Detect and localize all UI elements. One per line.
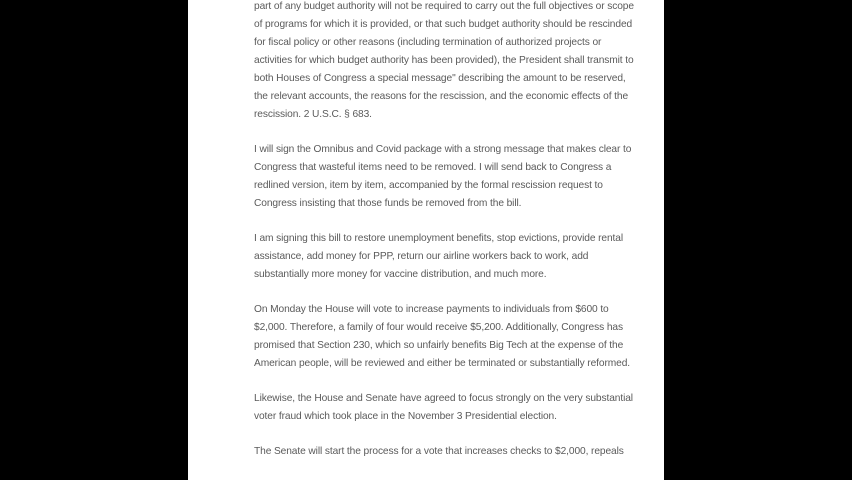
document-body bbox=[254, 0, 634, 478]
paragraph-budget-authority: part of any budget authority will not be required to carry out the full objectives or scope of programs for which it is provided, or that such budget authority should be rescinded for fiscal policy or other reasons (including termination of authorized projects or activities for which budget authority has been provided), the President shall transmit to both Houses of Congress a special message" describing the amount to be reserved, the relevant accounts, the reasons for the rescission, and the economic effects of the rescission. 2 U.S.C. § 683. bbox=[254, 1, 634, 120]
paragraph-voter-fraud: Likewise, the House and Senate have agreed to focus strongly on the very substantial voter fraud which took place in the November 3 Presidential election. bbox=[254, 393, 633, 422]
paragraph-bill-benefits: I am signing this bill to restore unemployment benefits, stop evictions, provide rental assistance, add money for PPP, return our airline workers back to work, add substantially more money for vaccine distribution, and much more. bbox=[254, 233, 623, 280]
paragraph-omnibus-signing: I will sign the Omnibus and Covid package with a strong message that makes clear to Congress that wasteful items need to be removed. I will send back to Congress a redlined version, item by item, accompanied by the formal rescission request to Congress insisting that those funds be removed from the bill. bbox=[254, 144, 632, 209]
document-page bbox=[188, 0, 664, 480]
paragraph-house-vote: On Monday the House will vote to increase payments to individuals from $600 to $2,000. Therefore, a family of four would receive $5,200. Additionally, Congress has promised that Section 230, which so unfairly benefits Big Tech at the expense of the American people, will be reviewed and either be terminated or substantially reformed. bbox=[254, 304, 630, 369]
paragraph-senate-process: The Senate will start the process for a vote that increases checks to $2,000, repeals bbox=[254, 446, 624, 457]
